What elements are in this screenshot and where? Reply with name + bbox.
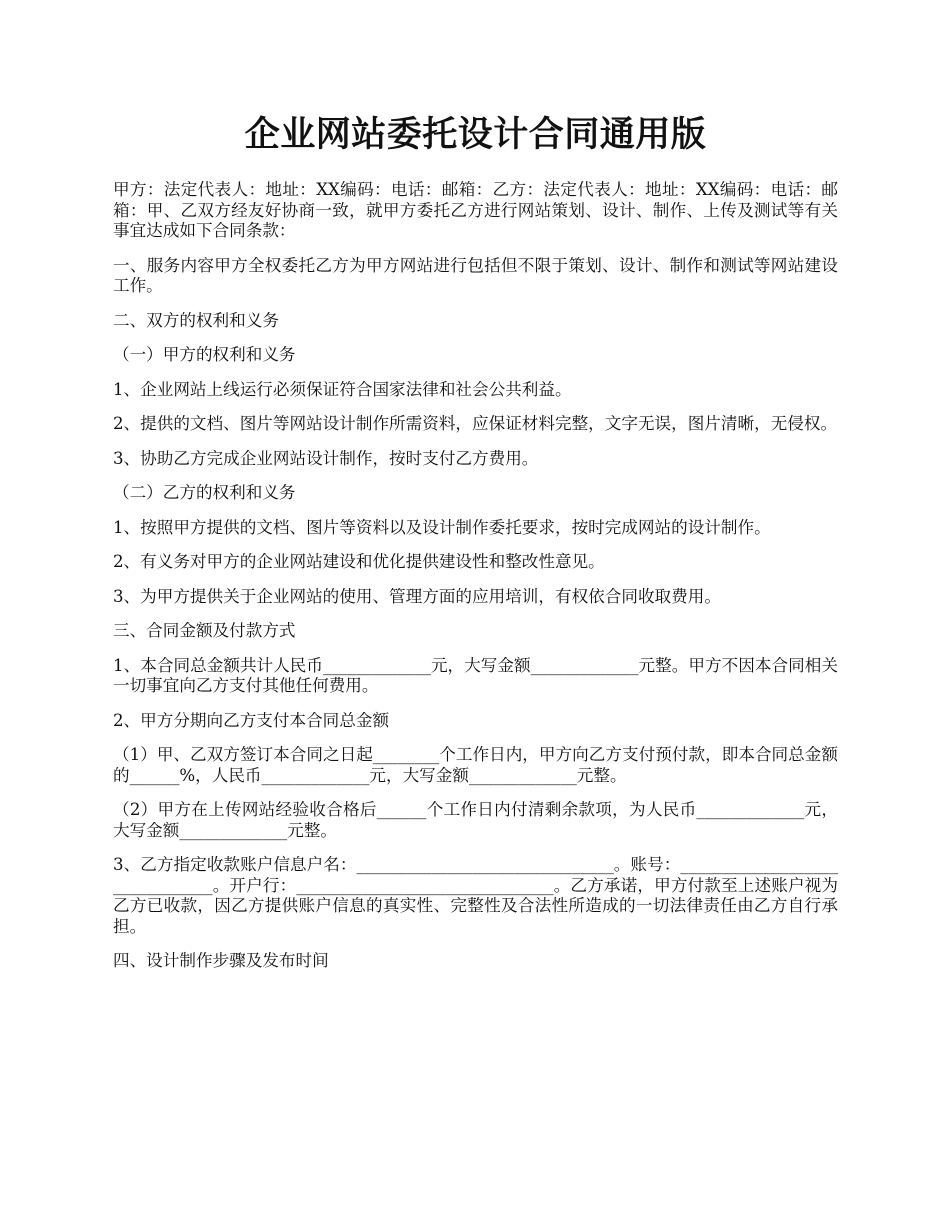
party-b-item-3: 3、为甲方提供关于企业网站的使用、管理方面的应用培训，有权依合同收取费用。: [113, 586, 721, 606]
preamble-paragraph: 甲方：法定代表人：地址：XX编码：电话：邮箱：乙方：法定代表人：地址：XX编码：电话：邮箱：甲、乙双方经友好协商一致，就甲方委托乙方进行网站策划、设计、制作、上传及测试等有关事宜达成如下合同条款：: [113, 180, 838, 240]
subsection-party-a-heading: （一）甲方的权利和义务: [113, 345, 296, 364]
payment-installment-2: （2）甲方在上传网站经验收合格后______个工作日内付清剩余款项，为人民币_____________元，大写金额_____________元整。: [113, 800, 838, 840]
document-title: 企业网站委托设计合同通用版: [244, 114, 707, 155]
payment-installment-1: （1）甲、乙双方签订本合同之日起________个工作日内，甲方向乙方支付预付款，即本合同总金额的______%，人民币_____________元，大写金额_____________元整。: [113, 745, 838, 785]
section-2-heading: 二、双方的权利和义务: [113, 310, 279, 330]
payment-item-2: 2、甲方分期向乙方支付本合同总金额: [113, 710, 390, 730]
section-4-heading: 四、设计制作步骤及发布时间: [113, 951, 329, 970]
section-3-heading: 三、合同金额及付款方式: [113, 621, 296, 640]
party-b-item-1: 1、按照甲方提供的文档、图片等资料以及设计制作委托要求，按时完成网站的设计制作。: [113, 517, 771, 537]
party-a-item-1: 1、企业网站上线运行必须保证符合国家法律和社会公共利益。: [113, 379, 572, 399]
subsection-party-b-heading: （二）乙方的权利和义务: [113, 483, 296, 502]
party-a-item-3: 3、协助乙方完成企业网站设计制作，按时支付乙方费用。: [113, 448, 539, 468]
section-1-service-content: 一、服务内容甲方全权委托乙方为甲方网站进行包括但不限于策划、设计、制作和测试等网站建设工作。: [113, 255, 838, 295]
party-a-item-2: 2、提供的文档、图片等网站设计制作所需资料，应保证材料完整，文字无误，图片清晰，无侵权。: [113, 414, 838, 433]
payment-item-1: 1、本合同总金额共计人民币_____________元，大写金额_____________元整。甲方不因本合同相关一切事宜向乙方支付其他任何费用。: [113, 655, 838, 695]
payment-item-3-account-info: 3、乙方指定收款账户信息户名：_______________________________。账号：_______________________________。开户行：_______________________________。乙方承诺，甲方付款至上述账户视为乙方已收款，因乙方提供账户信息的真实性、完整性及合法性所造成的一切法律责任由乙方自行承担。: [113, 855, 838, 936]
party-b-item-2: 2、有义务对甲方的企业网站建设和优化提供建设性和整改性意见。: [113, 552, 605, 571]
